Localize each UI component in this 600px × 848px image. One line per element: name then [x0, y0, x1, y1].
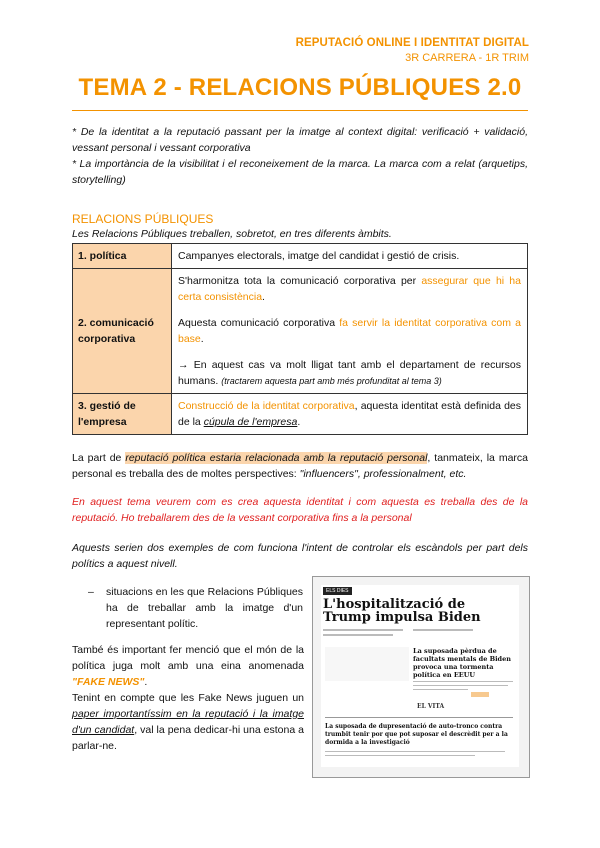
text-span: , aquesta identitat està definida des de la — [178, 400, 521, 428]
pr-scopes-table — [72, 243, 528, 435]
text-span: S'harmonitza tota la comunicació corporativa per — [178, 275, 422, 287]
text-span: També és important fer menció que el món de la política juga molt amb una eina anomenada — [72, 644, 304, 672]
text-span: . — [262, 291, 265, 303]
text-span: La part de — [72, 452, 126, 464]
newspaper-clipping-image — [312, 576, 530, 778]
text-span: , val la pena dedicar-hi una estona a parlar-ne. — [72, 724, 304, 752]
section-subheading: Les Relacions Públiques treballen, sobretot, en tres diferents àmbits. — [72, 228, 392, 240]
bullet-dash: – — [88, 586, 94, 598]
note-text: (tractarem aquesta part amb més profunditat al tema 3) — [221, 376, 442, 386]
fake-news-term: "FAKE NEWS" — [72, 676, 145, 688]
text-span: → En aquest cas va molt lligat tant amb el departament de recursos humans. — [178, 359, 521, 387]
row-label-gestio: 3. gestió de l'empresa — [73, 394, 172, 435]
highlight-text: reputació política estaria relacionada amb la reputació personal — [125, 452, 428, 464]
paragraph-fake-news-role — [72, 690, 304, 754]
course-title: REPUTACIÓ ONLINE I IDENTITAT DIGITAL — [295, 37, 529, 49]
bullet-text: situacions en les que Relacions Públiques ha de treballar amb la imatge d'un representant polític. — [106, 586, 303, 630]
paragraph-examples: Aquests serien dos exemples de com funciona l'intent de controlar els escàndols per part dels polítics a aquest nivell. — [72, 542, 528, 570]
content-paragraph — [178, 315, 521, 347]
paragraph-topic-note: En aquest tema veurem com es crea aquesta identitat i com aquesta es treballa des de la reputació. Ho treballarem des de la vessant corporativa fins a la personal — [72, 496, 528, 524]
table-row — [73, 394, 528, 435]
news-brand: EL VITA — [417, 703, 445, 710]
title-divider — [72, 110, 528, 111]
section-heading: RELACIONS PÚBLIQUES — [72, 212, 214, 226]
highlight-text: assegurar que hi ha certa consistència — [178, 275, 521, 303]
row-label-politica: 1. política — [73, 244, 172, 269]
highlight-text: Construcció de la identitat corporativa — [178, 400, 355, 412]
text-span: . — [200, 333, 204, 345]
row-label-comunicacio: 2. comunicació corporativa — [73, 269, 172, 394]
course-term: 3R CARRERA - 1R TRIM — [405, 52, 529, 64]
row-content-politica: Campanyes electorals, imatge del candidat i gestió de crisis. — [172, 244, 528, 269]
table-row — [73, 269, 528, 394]
list-item — [88, 584, 303, 632]
news-subheadline: La suposada pèrdua de facultats mentals de Biden provoca una tormenta política en EEUU — [413, 647, 511, 679]
intro-point-1: * De la identitat a la reputació passant per la imatge al context digital: verificació + validació, vessant personal i vessant corporativa — [72, 126, 528, 154]
news-section-tag: ELS DIES — [323, 587, 352, 595]
news-headline: L'hospitalització de Trump impulsa Biden — [323, 597, 481, 625]
content-paragraph — [178, 357, 521, 389]
text-span: , tanmateix, la marca personal es treballa des de moltes perspectives: — [72, 452, 529, 480]
row-content-comunicacio — [172, 269, 528, 394]
italic-text: "influencers", professionalment, etc. — [299, 468, 467, 480]
paragraph-reputation — [72, 450, 528, 482]
text-span: Aquesta comunicació corporativa — [178, 317, 340, 329]
row-content-gestio — [172, 394, 528, 435]
text-span: Tenint en compte que les Fake News juguen un — [72, 692, 304, 704]
text-span: . — [144, 676, 148, 688]
highlight-text: fa servir la identitat corporativa com a base — [178, 317, 521, 345]
intro-point-2: * La importància de la visibilitat i el reconeixement de la marca. La marca com a relat (arquetips, storytelling) — [72, 158, 528, 186]
news-bottom-headline: La suposada de dupresentació de auto-tronco contra trumbit tenir por que pot suposar el descrèdit per a la dormida a la investigació — [325, 723, 508, 746]
news-orange-box — [471, 692, 489, 697]
page-title: TEMA 2 - RELACIONS PÚBLIQUES 2.0 — [78, 74, 522, 101]
underlined-text: paper importantíssim en la reputació i la imatge d'un candidat — [72, 708, 304, 736]
table-row — [73, 244, 528, 269]
underlined-text: cúpula de l'empresa — [203, 416, 298, 428]
news-photo-placeholder — [325, 647, 409, 681]
content-paragraph — [178, 273, 521, 305]
text-span: . — [297, 416, 301, 428]
paragraph-fake-news-intro — [72, 642, 304, 690]
